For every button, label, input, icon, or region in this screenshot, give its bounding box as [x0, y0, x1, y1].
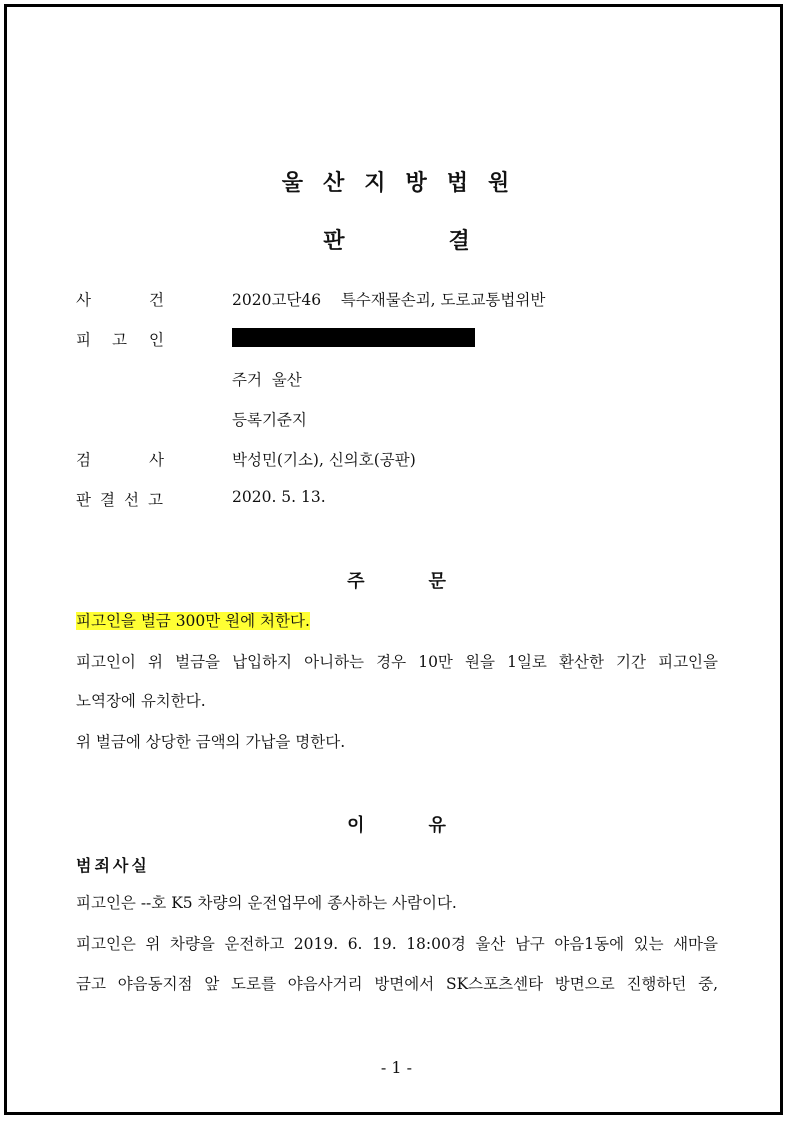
crime-facts-subheading: 범죄사실 — [76, 856, 150, 875]
address-value: 주거 울산 — [232, 371, 302, 389]
order-line-1 — [76, 611, 718, 631]
redacted-defendant-name — [232, 328, 475, 347]
court-name-char: 울 — [281, 171, 305, 196]
reason-line-2: 피고인은 위 차량을 운전하고 2019. 6. 19. 18:00경 울산 남구 야음1동에 있는 새마을 — [76, 935, 718, 953]
court-name — [0, 166, 793, 197]
prosecutor-label: 검 사 — [76, 451, 164, 469]
court-name-char: 방 — [405, 171, 429, 196]
judgment-date-value: 2020. 5. 13. — [232, 488, 326, 506]
court-name-char: 원 — [488, 171, 512, 196]
reason-line-3: 금고 야음동지점 앞 도로를 야음사거리 방면에서 SK스포츠센타 방면으로 진행하던 중, — [76, 975, 718, 993]
document-type-char: 판 — [323, 229, 345, 254]
document-type-char: 결 — [448, 229, 470, 254]
reason-line-1: 피고인은 --호 K5 차량의 운전업무에 종사하는 사람이다. — [76, 894, 457, 912]
case-label: 사 건 — [76, 291, 164, 309]
court-name-char: 지 — [364, 171, 388, 196]
registration-value: 등록기준지 — [232, 411, 307, 429]
registration-row — [0, 408, 793, 434]
order-heading: 주 문 — [347, 571, 446, 592]
prosecutor-row — [0, 448, 793, 474]
prosecutor-value: 박성민(기소), 신의호(공판) — [232, 451, 416, 469]
court-name-char: 법 — [446, 171, 471, 196]
defendant-label: 피 고 인 — [76, 331, 164, 349]
case-row — [0, 288, 793, 314]
case-number-value: 2020고단46 특수재물손괴, 도로교통법위반 — [232, 291, 546, 309]
document-type-title — [0, 224, 793, 255]
order-line-4: 위 벌금에 상당한 금액의 가납을 명한다. — [76, 733, 346, 751]
judgment-date-label: 판 결 선 고 — [76, 491, 163, 509]
order-line-3: 노역장에 유치한다. — [76, 692, 206, 710]
order-line-2: 피고인이 위 벌금을 납입하지 아니하는 경우 10만 원을 1일로 환산한 기간 피고인을 — [76, 653, 718, 671]
page-number: - 1 - — [380, 1058, 413, 1077]
reason-heading: 이 유 — [347, 815, 446, 836]
highlighted-sentence: 피고인을 벌금 300만 원에 처한다. — [76, 612, 310, 630]
court-name-char: 산 — [322, 171, 347, 196]
address-row — [0, 368, 793, 394]
judgment-date-row — [0, 488, 793, 514]
